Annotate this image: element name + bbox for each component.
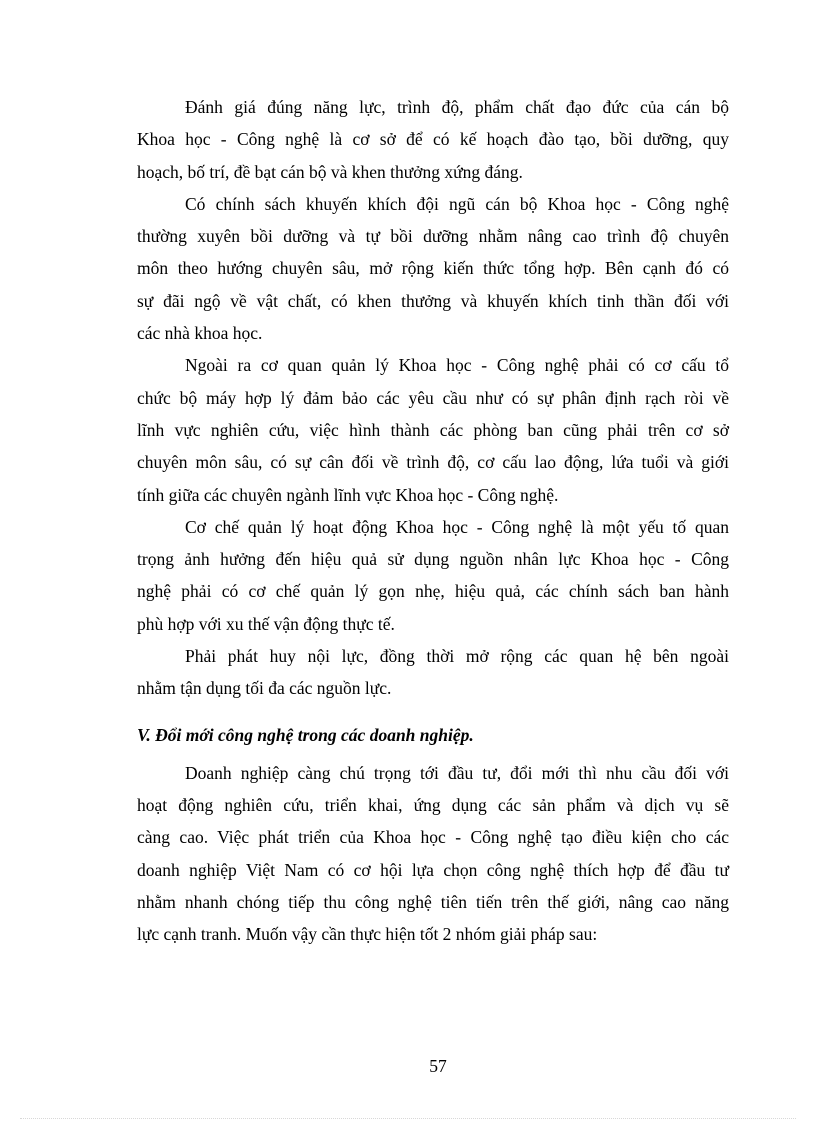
- text-line: càng cao. Việc phát triển của Khoa học - Công nghệ tạo điều kiện cho các: [137, 827, 729, 848]
- page-number: 57: [429, 1056, 447, 1076]
- text-line: Có chính sách khuyến khích đội ngũ cán bộ Khoa học - Công nghệ: [185, 193, 729, 214]
- paragraph: [137, 640, 729, 705]
- document-body: [137, 91, 729, 950]
- text-line: hoạch, bố trí, đề bạt cán bộ và khen thưởng xứng đáng.: [137, 161, 523, 182]
- text-line: thường xuyên bồi dưỡng và tự bồi dưỡng nhằm nâng cao trình độ chuyên: [137, 226, 729, 247]
- text-line: phù hợp với xu thế vận động thực tế.: [137, 613, 395, 634]
- paragraph: [137, 349, 729, 510]
- paragraphs-before: [137, 91, 729, 705]
- section-heading: V. Đổi mới công nghệ trong các doanh nghiệp.: [137, 724, 474, 745]
- text-line: Ngoài ra cơ quan quản lý Khoa học - Công nghệ phải có cơ cấu tổ: [185, 355, 729, 376]
- text-line: trọng ảnh hưởng đến hiệu quả sử dụng nguồn nhân lực Khoa học - Công: [137, 549, 729, 570]
- text-line: nhằm nhanh chóng tiếp thu công nghệ tiên tiến trên thế giới, nâng cao năng: [137, 891, 729, 912]
- text-line: hoạt động nghiên cứu, triển khai, ứng dụng các sản phẩm và dịch vụ sẽ: [137, 794, 729, 815]
- text-line: nghệ phải có cơ chế quản lý gọn nhẹ, hiệu quả, các chính sách ban hành: [137, 581, 729, 602]
- paragraph: [137, 511, 729, 640]
- text-line: các nhà khoa học.: [137, 323, 263, 344]
- paragraph: [137, 91, 729, 188]
- paragraphs-after: [137, 757, 729, 951]
- text-line: Cơ chế quản lý hoạt động Khoa học - Công nghệ là một yếu tố quan: [185, 516, 729, 537]
- paragraph: [137, 757, 729, 951]
- text-line: Khoa học - Công nghệ là cơ sở để có kế hoạch đào tạo, bồi dưỡng, quy: [137, 129, 729, 150]
- text-line: nhằm tận dụng tối đa các nguồn lực.: [137, 678, 392, 699]
- text-line: chuyên môn sâu, có sự cân đối về trình độ, cơ cấu lao động, lứa tuổi và giới: [137, 452, 729, 473]
- text-line: tính giữa các chuyên ngành lĩnh vực Khoa học - Công nghệ.: [137, 484, 559, 505]
- text-line: lực cạnh tranh. Muốn vậy cần thực hiện tốt 2 nhóm giải pháp sau:: [137, 924, 598, 945]
- text-line: môn theo hướng chuyên sâu, mở rộng kiến thức tổng hợp. Bên cạnh đó có: [137, 258, 729, 279]
- text-line: chức bộ máy hợp lý đảm bảo các yêu cầu như có sự phân định rạch ròi về: [137, 387, 729, 408]
- text-line: sự đãi ngộ về vật chất, có khen thưởng và khuyến khích tinh thần đối với: [137, 290, 729, 311]
- text-line: doanh nghiệp Việt Nam có cơ hội lựa chọn công nghệ thích hợp để đầu tư: [137, 859, 729, 880]
- text-line: Doanh nghiệp càng chú trọng tới đầu tư, đổi mới thì nhu cầu đối với: [185, 762, 729, 783]
- paragraph: [137, 188, 729, 349]
- text-line: Đánh giá đúng năng lực, trình độ, phẩm chất đạo đức của cán bộ: [185, 97, 729, 117]
- text-line: Phải phát huy nội lực, đồng thời mở rộng các quan hệ bên ngoài: [185, 646, 729, 667]
- page-bottom-rule: [20, 1118, 796, 1119]
- text-line: lĩnh vực nghiên cứu, việc hình thành các phòng ban cũng phải trên cơ sở: [137, 419, 729, 440]
